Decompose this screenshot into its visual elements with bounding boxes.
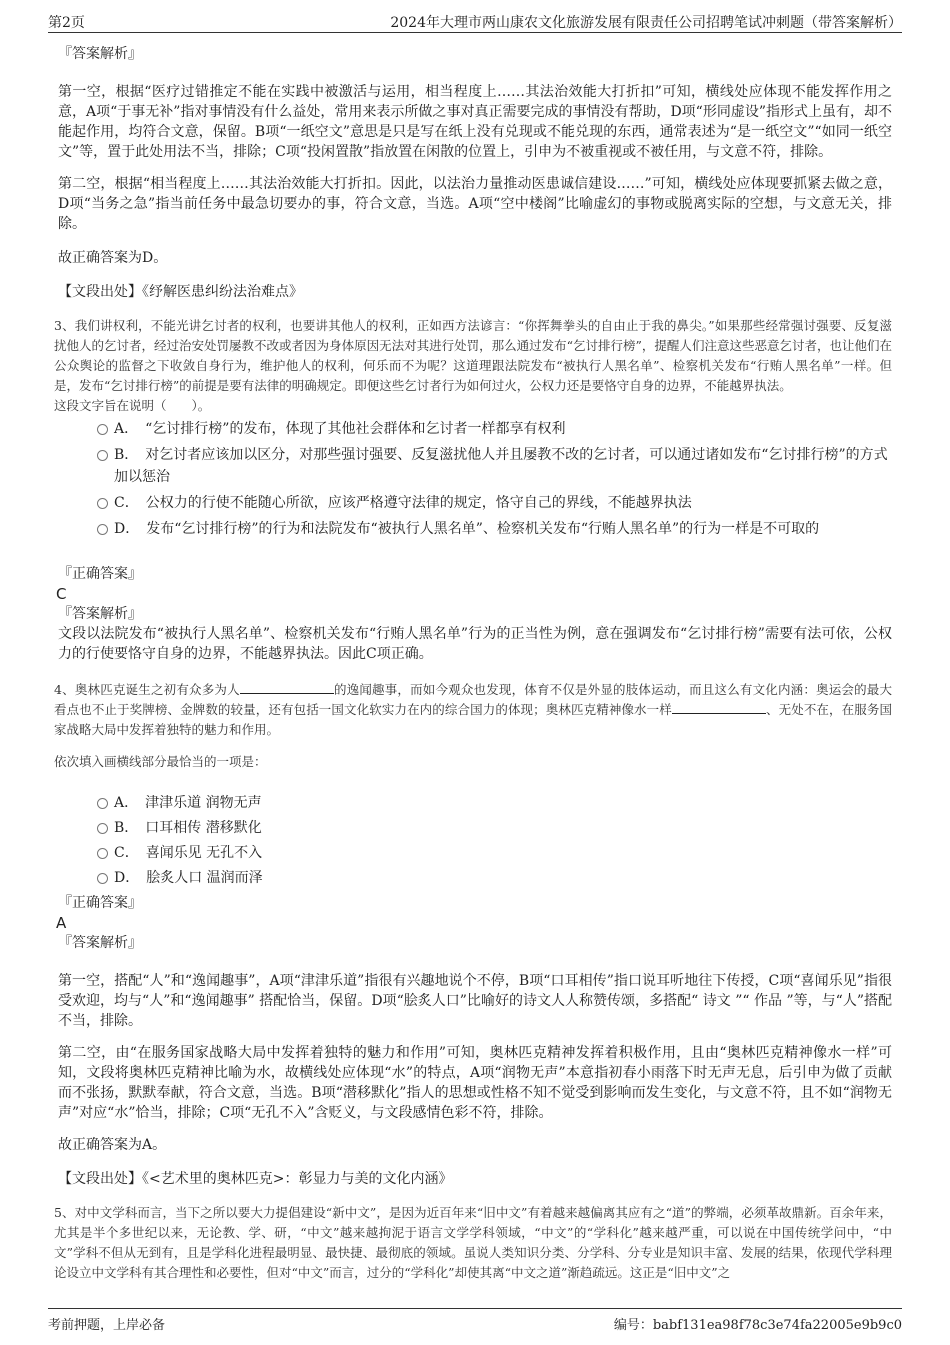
option-text: 对乞讨者应该加以区分，对那些强讨强要、反复滋扰他人并且屡教不改的乞讨者，可以通过诸如发布“乞讨排行榜”的方式加以惩治: [114, 447, 888, 485]
q3-options: [58, 418, 892, 540]
q4-options: [58, 792, 892, 889]
page-header: [48, 12, 902, 33]
option-text: “乞讨排行榜”的发布，体现了其他社会群体和乞讨者一样都享有权利: [145, 421, 566, 437]
q3-answer: C: [56, 585, 67, 603]
analysis-label: 『答案解析』: [58, 935, 142, 951]
q4-option-b[interactable]: [58, 817, 892, 839]
analysis-label: 『答案解析』: [58, 606, 142, 622]
document-title: 2024年大理市两山康农文化旅游发展有限责任公司招聘笔试冲刺题（带答案解析）: [390, 15, 902, 31]
radio-icon[interactable]: [97, 524, 108, 535]
correct-answer-label: 『正确答案』: [58, 895, 142, 911]
q2-analysis-p1: 第一空，根据“医疗过错推定不能在实践中被激活与运用，相当程度上……其法治效能大打折扣”可知，横线处应体现不能发挥作用之意，A项“于事无补”指对事情没有什么益处，常用来表示所做之事对真正需要完成的事情没有帮助，D项“形同虚设”指形式上虽有，却不能起作用，均符合文意，保留。B项“一纸空文”意思是只是写在纸上没有兑现或不能兑现的东西，通常表述为“是一纸空文”“如同一纸空文”等，置于此处用法不当，排除；C项“投闲置散”指放置在闲散的位置上，引申为不被重视或不被任用，与文意不符，排除。: [58, 84, 892, 160]
option-text: 发布“乞讨排行榜”的行为和法院发布“被执行人黑名单”、检察机关发布“行贿人黑名单”的行为一样是不可取的: [146, 521, 820, 537]
radio-icon[interactable]: [97, 848, 108, 859]
option-key: C．: [114, 495, 132, 511]
option-text: 喜闻乐见 无孔不入: [145, 845, 263, 861]
q3-analysis: 文段以法院发布“被执行人黑名单”、检察机关发布“行贿人黑名单”行为的正当性为例，意在强调发布“乞讨排行榜”需要有法可依，公权力的行使要恪守自身的边界，不能越界执法。因此C项正确。: [58, 626, 892, 662]
option-key: C．: [114, 845, 132, 861]
q4-source: 【文段出处】《<艺术里的奥林匹克>：彰显力与美的文化内涵》: [58, 1171, 453, 1187]
q3-option-b[interactable]: [58, 444, 892, 488]
q2-analysis-p2: 第二空，根据“相当程度上……其法治效能大打折扣。因此，以法治力量推动医患诚信建设……”可知，横线处应体现要抓紧去做之意，D项“当务之急”指当前任务中最急切要办的事，符合文意，当选。A项“空中楼阁”比喻虚幻的事物或脱离实际的空想，与文意无关，排除。: [58, 176, 892, 232]
q4-option-a[interactable]: [58, 792, 892, 814]
q3-stem: 3、我们讲权利，不能光讲乞讨者的权利，也要讲其他人的权利，正如西方法谚言：“你挥舞拳头的自由止于我的鼻尖。”如果那些经常强讨强要、反复滋扰他人的乞讨者，经过治安处罚屡教不改或者因为身体原因无法对其进行处罚，那么通过发布“乞讨排行榜”，提醒人们注意这些恶意乞讨者，也让他们在公众舆论的监督之下收敛自身行为，维护他人的权利，何乐而不为呢？这道理跟法院发布“被执行人黑名单”、检察机关发布“行贿人黑名单”一样。但是，发布“乞讨排行榜”的前提是要有法律的明确规定。即便这些乞讨者行为如何过火，公权力还是要恪守自身的边界，不能越界执法。: [54, 318, 892, 393]
radio-icon[interactable]: [97, 424, 108, 435]
q4-stem-part: 、无处不在，在服务国家战略大局中发挥着独特的魅力和作用。: [54, 702, 892, 737]
q2-conclusion: 故正确答案为D。: [58, 250, 168, 266]
option-key: D．: [114, 870, 133, 886]
page-number: 第2页: [48, 15, 85, 31]
document-content: [54, 44, 892, 1283]
q4-option-d[interactable]: [58, 867, 892, 889]
q3-option-d[interactable]: [58, 518, 892, 540]
q4-conclusion: 故正确答案为A。: [58, 1137, 167, 1153]
radio-icon[interactable]: [97, 498, 108, 509]
blank-line: [240, 681, 334, 694]
option-text: 津津乐道 润物无声: [145, 795, 262, 811]
radio-icon[interactable]: [97, 450, 108, 461]
q2-source: 【文段出处】《纾解医患纠纷法治难点》: [58, 284, 303, 300]
q4-stem: [54, 680, 892, 740]
option-text: 公权力的行使不能随心所欲，应该严格遵守法律的规定，恪守自己的界线，不能越界执法: [145, 495, 692, 511]
option-key: B．: [114, 447, 132, 463]
option-key: D．: [114, 521, 133, 537]
radio-icon[interactable]: [97, 798, 108, 809]
q4-answer: A: [56, 914, 67, 932]
analysis-label: 『答案解析』: [58, 46, 142, 62]
radio-icon[interactable]: [97, 823, 108, 834]
q4-ask: 依次填入画横线部分最恰当的一项是：: [54, 754, 267, 769]
q3-ask: 这段文字旨在说明（ ）。: [54, 398, 211, 413]
correct-answer-label: 『正确答案』: [58, 566, 142, 582]
blank-line: [672, 701, 766, 714]
q4-stem-part: 4、奥林匹克诞生之初有众多为人: [54, 682, 240, 697]
option-key: A．: [114, 421, 132, 437]
option-key: B．: [114, 820, 132, 836]
q4-analysis-p1: 第一空，搭配“人”和“逸闻趣事”，A项“津津乐道”指很有兴趣地说个不停，B项“口耳相传”指口说耳听地往下传授，C项“喜闻乐见”指很受欢迎，均与“人”和“逸闻趣事” 搭配恰当，保留。D项“脍炙人口”比喻好的诗文人人称赞传颂，多搭配“ 诗文 ”“ 作品 ”等，与“人”搭配不当，排除。: [58, 973, 892, 1029]
q4-option-c[interactable]: [58, 842, 892, 864]
option-text: 口耳相传 潜移默化: [145, 820, 262, 836]
page-footer: [48, 1308, 902, 1333]
q4-stem-part: 的逸闻趣事，而如今观众也发现，体育不仅是外显的肢体运动，而且这么有文化内涵：奥运会的最大看点也不止于奖牌榜、金牌数的较量，还有包括一国文化软实力在内的综合国力的体现；奥林匹克精神像水一样: [54, 682, 892, 717]
q4-analysis-p2: 第二空，由“在服务国家战略大局中发挥着独特的魅力和作用”可知，奥林匹克精神发挥着积极作用，且由“奥林匹克精神像水一样”可知，文段将奥林匹克精神比喻为水，故横线处应体现“水”的特点，A项“润物无声”本意指初春小雨落下时无声无息，后引申为做了贡献而不张扬，默默奉献，符合文意，当选。B项“潜移默化”指人的思想或性格不知不觉受到影响而发生变化，与文意不符，且不如“润物无声”对应“水”恰当，排除；C项“无孔不入”含贬义，与文段感情色彩不符，排除。: [58, 1045, 892, 1121]
footer-motto: 考前押题，上岸必备: [48, 1318, 166, 1333]
radio-icon[interactable]: [97, 873, 108, 884]
q3-option-c[interactable]: [58, 492, 892, 514]
option-text: 脍炙人口 温润而泽: [146, 870, 263, 886]
q3-option-a[interactable]: [58, 418, 892, 440]
document-code: 编号：babf131ea98f78c3e74fa22005e9b9c0: [613, 1318, 902, 1333]
q5-stem: 5、对中文学科而言，当下之所以要大力提倡建设“新中文”，是因为近百年来“旧中文”有着越来越偏离其应有之“道”的弊端，必须革故鼎新。百余年来，尤其是半个多世纪以来，无论教、学、研，“中文”越来越拘泥于语言文学学科领域，“中文”的“学科化”越来越严重，可以说在中国传统学问中，“中文”学科不但从无到有，且是学科化进程最明显、最快捷、最彻底的领域。虽说人类知识分类、分学科、分专业是知识丰富、发展的结果，依现代学科理论设立中文学科有其合理性和必要性，但对“中文”而言，过分的“学科化”却使其离“中文之道”渐趋疏远。这正是“旧中文”之: [54, 1205, 892, 1280]
option-key: A．: [114, 795, 132, 811]
